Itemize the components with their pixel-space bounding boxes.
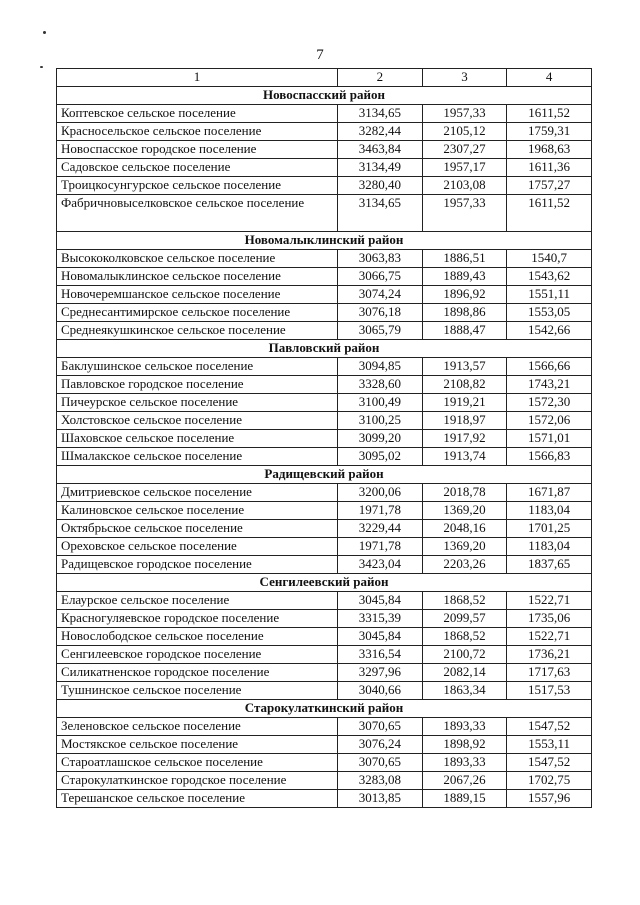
settlement-name: Новочеремшанское сельское поселение	[57, 286, 338, 304]
value-col-4: 1736,21	[507, 646, 592, 664]
settlement-name: Сенгилеевское городское поселение	[57, 646, 338, 664]
settlement-name: Дмитриевское сельское поселение	[57, 484, 338, 502]
section-row	[57, 87, 592, 105]
value-col-3: 1917,92	[422, 430, 507, 448]
table-row	[57, 430, 592, 448]
value-col-3: 1889,15	[422, 790, 507, 808]
value-col-4: 1717,63	[507, 664, 592, 682]
value-col-2: 3100,49	[338, 394, 423, 412]
table-row	[57, 448, 592, 466]
value-col-3: 1957,33	[422, 105, 507, 123]
section-row	[57, 232, 592, 250]
value-col-2: 3134,49	[338, 159, 423, 177]
settlement-name: Новоспасское городское поселение	[57, 141, 338, 159]
value-col-2: 3065,79	[338, 322, 423, 340]
value-col-4: 1611,52	[507, 195, 592, 232]
value-col-3: 2108,82	[422, 376, 507, 394]
value-col-3: 1919,21	[422, 394, 507, 412]
table-row	[57, 646, 592, 664]
table-row	[57, 628, 592, 646]
settlement-name: Мостякское сельское поселение	[57, 736, 338, 754]
section-title: Радищевский район	[57, 466, 592, 484]
value-col-3: 1918,97	[422, 412, 507, 430]
value-col-2: 3045,84	[338, 628, 423, 646]
header-cell-1: 1	[57, 69, 338, 87]
settlement-name: Зеленовское сельское поселение	[57, 718, 338, 736]
table-row	[57, 268, 592, 286]
value-col-4: 1702,75	[507, 772, 592, 790]
settlement-name: Баклушинское сельское поселение	[57, 358, 338, 376]
settlement-name: Троицкосунгурское сельское поселение	[57, 177, 338, 195]
value-col-2: 3063,83	[338, 250, 423, 268]
table-row	[57, 141, 592, 159]
table-row	[57, 772, 592, 790]
value-col-3: 1898,92	[422, 736, 507, 754]
settlement-name: Калиновское сельское поселение	[57, 502, 338, 520]
value-col-3: 1893,33	[422, 718, 507, 736]
value-col-2: 3094,85	[338, 358, 423, 376]
value-col-2: 1971,78	[338, 538, 423, 556]
value-col-3: 1369,20	[422, 538, 507, 556]
value-col-2: 3066,75	[338, 268, 423, 286]
table-row	[57, 159, 592, 177]
settlement-name: Октябрьское сельское поселение	[57, 520, 338, 538]
value-col-3: 1369,20	[422, 502, 507, 520]
settlement-name: Радищевское городское поселение	[57, 556, 338, 574]
section-title: Сенгилеевский район	[57, 574, 592, 592]
settlement-name: Тушнинское сельское поселение	[57, 682, 338, 700]
value-col-4: 1543,62	[507, 268, 592, 286]
value-col-3: 1913,57	[422, 358, 507, 376]
settlement-name: Высококолковское сельское поселение	[57, 250, 338, 268]
settlement-name: Староатлашское сельское поселение	[57, 754, 338, 772]
settlement-name: Терешанское сельское поселение	[57, 790, 338, 808]
value-col-3: 2105,12	[422, 123, 507, 141]
value-col-3: 2103,08	[422, 177, 507, 195]
value-col-3: 1886,51	[422, 250, 507, 268]
value-col-4: 1566,83	[507, 448, 592, 466]
value-col-3: 1893,33	[422, 754, 507, 772]
value-col-3: 1888,47	[422, 322, 507, 340]
table-row	[57, 718, 592, 736]
value-col-2: 3328,60	[338, 376, 423, 394]
table-row	[57, 286, 592, 304]
value-col-2: 3070,65	[338, 754, 423, 772]
value-col-3: 2067,26	[422, 772, 507, 790]
value-col-4: 1566,66	[507, 358, 592, 376]
table-row	[57, 322, 592, 340]
value-col-2: 3315,39	[338, 610, 423, 628]
header-cell-4: 4	[507, 69, 592, 87]
section-row	[57, 574, 592, 592]
value-col-3: 1868,52	[422, 628, 507, 646]
value-col-3: 1957,17	[422, 159, 507, 177]
table-row	[57, 250, 592, 268]
value-col-3: 1863,34	[422, 682, 507, 700]
table-row	[57, 105, 592, 123]
table-row	[57, 412, 592, 430]
table-row	[57, 195, 592, 232]
header-row	[57, 69, 592, 87]
value-col-2: 3282,44	[338, 123, 423, 141]
value-col-3: 2307,27	[422, 141, 507, 159]
value-col-2: 3074,24	[338, 286, 423, 304]
table-row	[57, 358, 592, 376]
value-col-3: 2082,14	[422, 664, 507, 682]
settlement-name: Шаховское сельское поселение	[57, 430, 338, 448]
value-col-4: 1553,11	[507, 736, 592, 754]
table-row	[57, 538, 592, 556]
value-col-2: 3463,84	[338, 141, 423, 159]
table-row	[57, 664, 592, 682]
value-col-4: 1735,06	[507, 610, 592, 628]
settlement-name: Красногуляевское городское поселение	[57, 610, 338, 628]
section-title: Старокулаткинский район	[57, 700, 592, 718]
value-col-3: 2099,57	[422, 610, 507, 628]
value-col-2: 3040,66	[338, 682, 423, 700]
section-title: Павловский район	[57, 340, 592, 358]
value-col-4: 1522,71	[507, 592, 592, 610]
settlement-name: Новослободское сельское поселение	[57, 628, 338, 646]
table-row	[57, 754, 592, 772]
settlement-name: Шмалакское сельское поселение	[57, 448, 338, 466]
value-col-4: 1557,96	[507, 790, 592, 808]
value-col-4: 1701,25	[507, 520, 592, 538]
settlement-name: Холстовское сельское поселение	[57, 412, 338, 430]
settlement-name: Красносельское сельское поселение	[57, 123, 338, 141]
table-row	[57, 736, 592, 754]
value-col-3: 1957,33	[422, 195, 507, 232]
value-col-4: 1547,52	[507, 718, 592, 736]
value-col-2: 3283,08	[338, 772, 423, 790]
value-col-2: 3013,85	[338, 790, 423, 808]
value-col-2: 1971,78	[338, 502, 423, 520]
value-col-3: 1898,86	[422, 304, 507, 322]
section-title: Новоспасский район	[57, 87, 592, 105]
value-col-2: 3095,02	[338, 448, 423, 466]
settlement-name: Садовское сельское поселение	[57, 159, 338, 177]
value-col-4: 1522,71	[507, 628, 592, 646]
value-col-2: 3045,84	[338, 592, 423, 610]
value-col-4: 1611,52	[507, 105, 592, 123]
value-col-4: 1572,30	[507, 394, 592, 412]
settlement-name: Среднеякушкинское сельское поселение	[57, 322, 338, 340]
value-col-4: 1571,01	[507, 430, 592, 448]
settlement-name: Старокулаткинское городское поселение	[57, 772, 338, 790]
value-col-4: 1671,87	[507, 484, 592, 502]
value-col-2: 3423,04	[338, 556, 423, 574]
value-col-4: 1611,36	[507, 159, 592, 177]
settlement-name: Ореховское сельское поселение	[57, 538, 338, 556]
value-col-4: 1183,04	[507, 502, 592, 520]
table-row	[57, 790, 592, 808]
value-col-4: 1968,63	[507, 141, 592, 159]
value-col-2: 3134,65	[338, 195, 423, 232]
table-row	[57, 484, 592, 502]
value-col-2: 3229,44	[338, 520, 423, 538]
table-row	[57, 177, 592, 195]
value-col-2: 3134,65	[338, 105, 423, 123]
value-col-2: 3070,65	[338, 718, 423, 736]
settlement-name: Новомалыклинское сельское поселение	[57, 268, 338, 286]
tariff-table	[56, 68, 592, 808]
table-row	[57, 520, 592, 538]
value-col-4: 1551,11	[507, 286, 592, 304]
settlement-name: Силикатненское городское поселение	[57, 664, 338, 682]
settlement-name: Среднесантимирское сельское поселение	[57, 304, 338, 322]
value-col-3: 2048,16	[422, 520, 507, 538]
value-col-3: 1889,43	[422, 268, 507, 286]
table-body	[57, 69, 592, 808]
value-col-2: 3316,54	[338, 646, 423, 664]
page-number: 7	[316, 47, 324, 63]
section-row	[57, 340, 592, 358]
header-cell-3: 3	[422, 69, 507, 87]
value-col-2: 3280,40	[338, 177, 423, 195]
table-row	[57, 394, 592, 412]
value-col-4: 1743,21	[507, 376, 592, 394]
value-col-4: 1837,65	[507, 556, 592, 574]
value-col-2: 3076,24	[338, 736, 423, 754]
settlement-name: Фабричновыселковское сельское поселение	[57, 195, 338, 232]
table-row	[57, 502, 592, 520]
value-col-2: 3100,25	[338, 412, 423, 430]
value-col-4: 1542,66	[507, 322, 592, 340]
value-col-2: 3099,20	[338, 430, 423, 448]
table-row	[57, 610, 592, 628]
value-col-2: 3076,18	[338, 304, 423, 322]
value-col-4: 1183,04	[507, 538, 592, 556]
settlement-name: Коптевское сельское поселение	[57, 105, 338, 123]
value-col-4: 1572,06	[507, 412, 592, 430]
value-col-4: 1540,7	[507, 250, 592, 268]
table-row	[57, 682, 592, 700]
table-row	[57, 556, 592, 574]
table-row	[57, 123, 592, 141]
table-row	[57, 376, 592, 394]
header-cell-2: 2	[338, 69, 423, 87]
settlement-name: Пичеурское сельское поселение	[57, 394, 338, 412]
value-col-4: 1517,53	[507, 682, 592, 700]
value-col-3: 1913,74	[422, 448, 507, 466]
value-col-4: 1757,27	[507, 177, 592, 195]
table-row	[57, 304, 592, 322]
value-col-3: 1896,92	[422, 286, 507, 304]
section-row	[57, 466, 592, 484]
section-row	[57, 700, 592, 718]
value-col-3: 2203,26	[422, 556, 507, 574]
settlement-name: Павловское городское поселение	[57, 376, 338, 394]
value-col-3: 1868,52	[422, 592, 507, 610]
value-col-4: 1547,52	[507, 754, 592, 772]
value-col-2: 3200,06	[338, 484, 423, 502]
value-col-4: 1553,05	[507, 304, 592, 322]
table-row	[57, 592, 592, 610]
value-col-2: 3297,96	[338, 664, 423, 682]
section-title: Новомалыклинский район	[57, 232, 592, 250]
value-col-3: 2018,78	[422, 484, 507, 502]
value-col-3: 2100,72	[422, 646, 507, 664]
value-col-4: 1759,31	[507, 123, 592, 141]
settlement-name: Елаурское сельское поселение	[57, 592, 338, 610]
